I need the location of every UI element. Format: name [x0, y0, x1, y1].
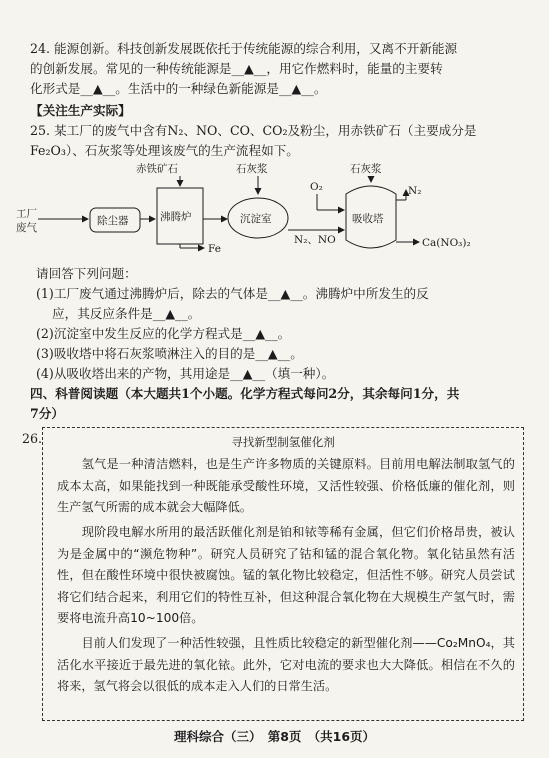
reading-paragraph-3: 目前人们发现了一种活性较强，且性质比较稳定的新型催化剂——Co₂MnO₄，其活化水平接近于最先进的氧化铱。此外，它对电流的要求也大大降低。相信在不久的将来，氢气将会以很低的成本走入人们的日常生活。 — [57, 636, 515, 694]
absorber-gas-out-label: N₂ — [408, 185, 422, 197]
reading-paragraph-2: 现阶段电解水所用的最活跃催化剂是铂和铱等稀有金属，但它们价格昂贵，被认为是金属中的“濒危物种”。研究人员研究了钴和锰的混合氧化物。氧化钴虽然有活性，但在酸性环境中很快被腐蚀。锰的氧化物比较稳定，但活性不够。研究人员尝试将它们结合起来，利用它们的特性互补，但这种混合氧化物在大规模生产氢气时，需要将电流升高10~100倍。 — [57, 525, 515, 626]
q25-sub1-line1: (1)工厂废气通过沸腾炉后，除去的气体是__▲__。沸腾炉中所发生的反 — [36, 286, 429, 301]
q25-line1: 25. 某工厂的废气中含有N₂、NO、CO、CO₂及粉尘，用赤铁矿石（主要成分是 — [30, 123, 477, 138]
q25-sub4: (4)从吸收塔出来的产物，其用途是__▲__（填一种）。 — [36, 366, 335, 381]
q24-line1: 24. 能源创新。科技创新发展既依托于传统能源的综合利用，又离不开新能源 — [30, 41, 458, 56]
reading-paragraph-1: 氢气是一种清洁燃料，也是生产许多物质的关键原料。目前用电解法制取氢气的成本太高，如果能找到一种既能承受酸性环境，又活性较强、价格低廉的催化剂，则生产氢气所需的成本就会大幅降低。 — [57, 457, 515, 515]
absorber-feed-label: 石灰浆 — [350, 163, 382, 175]
process-flow-diagram — [14, 160, 534, 260]
absorber-product-label: Ca(NO₃)₂ — [422, 237, 471, 249]
reading-title: 寻找新型制氢催化剂 — [231, 435, 335, 449]
q25-sub1-line2: 应，其反应条件是__▲__。 — [52, 306, 201, 321]
o2-label: O₂ — [310, 181, 323, 193]
q26-number: 26. — [22, 431, 43, 446]
q24-line2: 的创新发展。常见的一种传统能源是__▲__，用它作燃料时，能量的主要转 — [30, 61, 443, 76]
settling-out-label: N₂、NO — [294, 234, 336, 246]
boiler-out-label: Fe — [208, 243, 221, 255]
input-label-1: 工厂 — [16, 208, 37, 220]
reading-passage-box — [42, 427, 524, 721]
boiler-label: 沸腾炉 — [160, 211, 192, 223]
q25-prompt: 请回答下列问题： — [36, 266, 137, 281]
q25-sub3: (3)吸收塔中将石灰浆喷淋注入的目的是__▲__。 — [36, 346, 303, 361]
absorber-label: 吸收塔 — [352, 213, 384, 225]
page-footer: 理科综合（三） 第8页 （共16页） — [173, 729, 376, 744]
settling-label: 沉淀室 — [240, 213, 272, 225]
q25-line2: Fe₂O₃）、石灰浆等处理该废气的生产流程如下。 — [30, 143, 299, 158]
boiler-feed-label: 赤铁矿石 — [136, 163, 178, 175]
settling-feed-label: 石灰浆 — [236, 163, 268, 175]
dust-remover-label: 除尘器 — [97, 215, 129, 227]
input-label-2: 废气 — [16, 222, 37, 234]
q24-line3: 化形式是__▲__。生活中的一种绿色新能源是__▲__。 — [30, 81, 327, 96]
section-focus-heading: 【关注生产实际】 — [30, 103, 131, 118]
section4-line1: 四、科普阅读题（本大题共1个小题。化学方程式每问2分，其余每问1分，共 — [30, 386, 460, 401]
q25-sub2: (2)沉淀室中发生反应的化学方程式是__▲__。 — [36, 326, 291, 341]
section4-line2: 7分） — [30, 406, 64, 421]
